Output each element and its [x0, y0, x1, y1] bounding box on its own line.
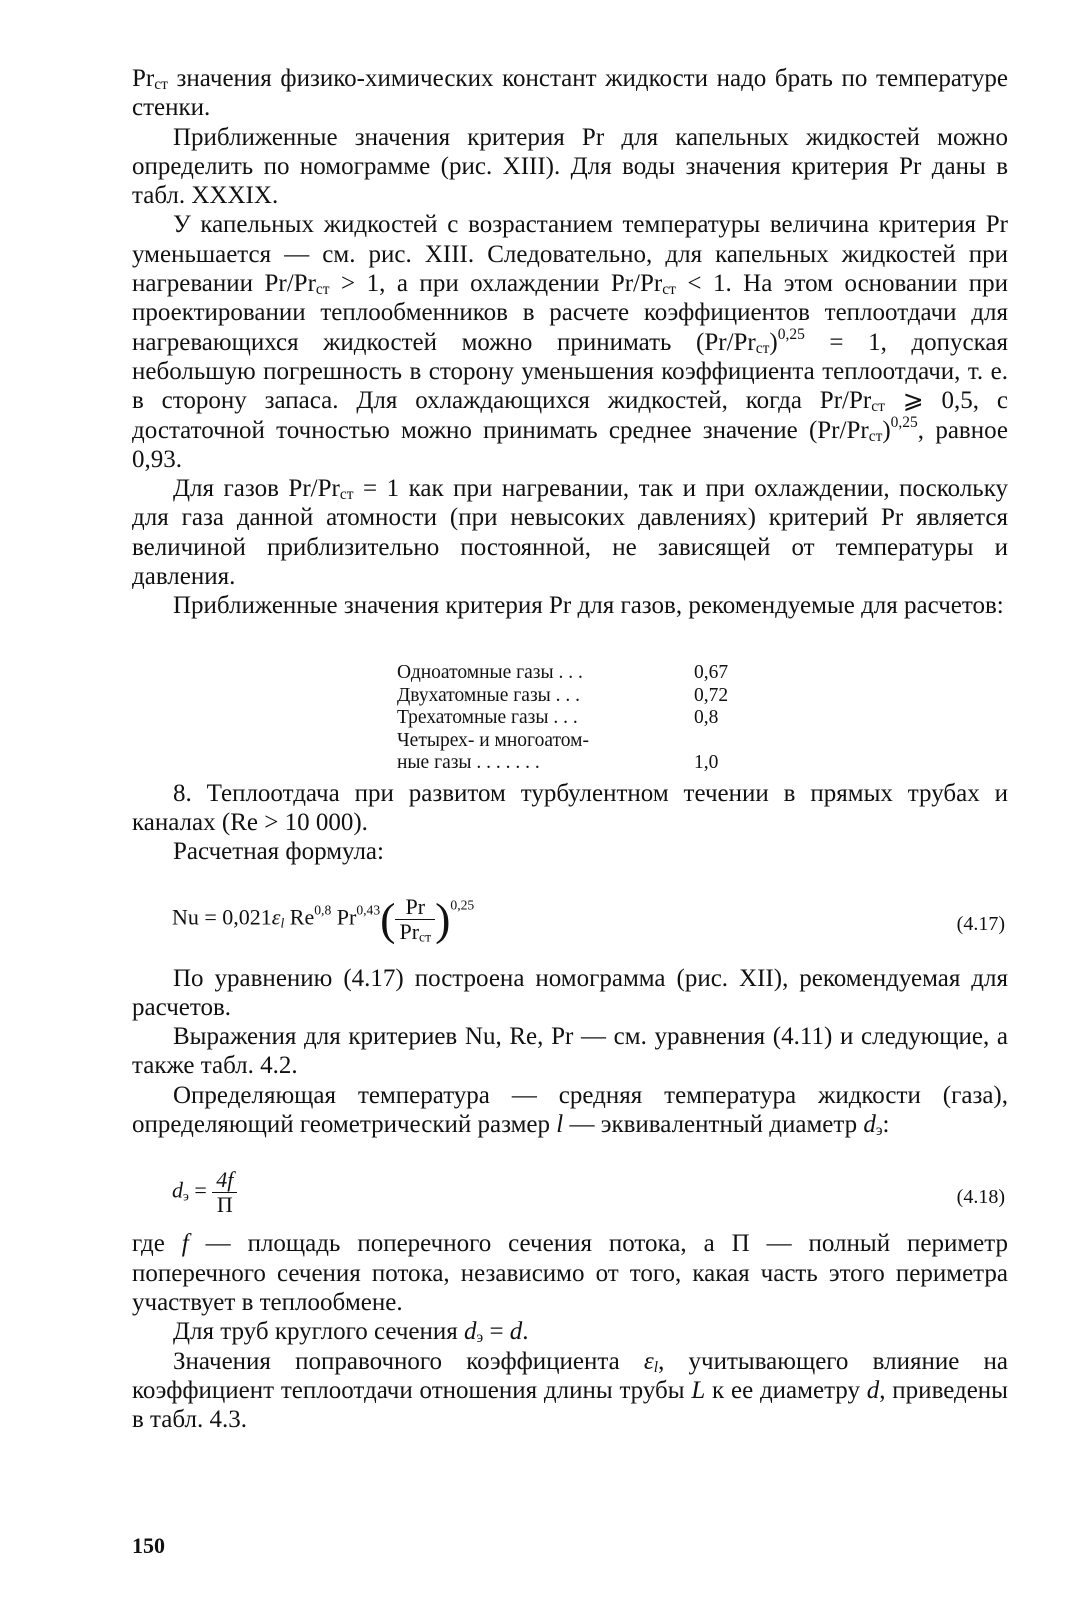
symbol: l	[556, 1111, 564, 1139]
numerator: 4f	[212, 1168, 237, 1193]
subscript: э	[476, 1329, 484, 1347]
text: = 1 как при нагревании, так и при охлаждении, поскольку для газа данной атомности (при невысоких давлениях) критерий Pr является величиной приблизительно постоянной, не зависящей от температуры и давления.	[132, 475, 1008, 591]
subscript: ст	[419, 929, 432, 945]
gas-name: Двухатомные газы . . .	[397, 684, 580, 706]
subscript: ст	[755, 339, 770, 357]
symbol: Nu = 0,021	[172, 904, 272, 930]
subscript: ст	[315, 281, 330, 299]
paragraph: Приближенные значения критерия Pr для капельных жидкостей можно определить по номограмме (рис. XIII). Для воды значения критерия Pr даны в табл. XXXIX.	[132, 123, 1008, 210]
symbol: d	[509, 1318, 523, 1346]
paragraph: Расчетная формула:	[173, 838, 384, 866]
symbol: L	[691, 1376, 706, 1404]
paragraph	[132, 64, 1008, 123]
table-row	[397, 685, 728, 708]
denominator	[395, 920, 435, 944]
text: .	[522, 1318, 529, 1346]
gas-value: 0,8	[694, 707, 719, 728]
text: ⩾ 0,5, с достаточной точностью можно принимать среднее значение (Pr/Pr	[132, 387, 1008, 444]
paragraph: По уравнению (4.17) построена номограмма (рис. XII), рекомендуемая для расчетов.	[132, 964, 1008, 1021]
paragraph	[132, 1347, 1008, 1435]
numerator: Pr	[395, 895, 435, 920]
symbol: Re	[289, 904, 315, 930]
superscript: 0,25	[890, 413, 918, 431]
subscript: l	[653, 1358, 659, 1376]
equation-number: (4.18)	[956, 1186, 1005, 1208]
table-row	[397, 707, 728, 730]
symbol: d	[866, 1376, 880, 1404]
subscript: ст	[871, 398, 885, 416]
symbol: d	[863, 1111, 876, 1139]
text: Для труб круглого сечения	[173, 1318, 465, 1346]
equation-4-18	[132, 1168, 1008, 1230]
paragraph	[132, 1317, 1008, 1346]
denominator: П	[216, 1192, 233, 1217]
superscript: 0,25	[450, 897, 475, 913]
text: :	[882, 1111, 890, 1139]
left-paren: (	[380, 893, 396, 945]
subscript: ст	[339, 486, 354, 504]
text: Значения поправочного коэффициента	[173, 1347, 644, 1375]
text: , учитывающего влияние на коэффициент теплоотдачи отношения длины трубы	[132, 1347, 1008, 1404]
symbol: d	[172, 1177, 183, 1203]
gas-name: ные газы . . . . . . .	[397, 752, 540, 773]
symbol: ε	[643, 1347, 654, 1375]
fraction	[212, 1168, 237, 1217]
text: , равное 0,93.	[132, 416, 1008, 473]
symbol: ε	[271, 904, 281, 930]
paragraph	[132, 1229, 1008, 1317]
text: < 1. На этом основании при проектировании теплообменников в расчете коэффициентов теплоотдачи для нагревающихся жидкостей можно принимать (Pr/Pr	[132, 270, 1008, 356]
symbol: Pr	[336, 904, 357, 930]
paragraph	[132, 1081, 1008, 1140]
gas-name: Одноатомные газы . . .	[397, 662, 583, 683]
paragraph	[132, 474, 1008, 591]
symbol: )	[769, 328, 778, 356]
subscript: э	[183, 1188, 189, 1204]
gas-pr-table	[397, 662, 728, 775]
formula	[172, 895, 474, 944]
symbol: Pr	[399, 919, 420, 944]
symbol: Pr	[132, 65, 155, 92]
symbol: )	[882, 416, 891, 444]
paragraph: Приближенные значения критерия Pr для газов, рекомендуемые для расчетов:	[173, 592, 1004, 620]
fraction	[395, 895, 435, 944]
text: > 1, а при охлаждении Pr/Pr	[329, 270, 663, 298]
equation-4-17	[132, 895, 1008, 957]
symbol: f	[181, 1230, 189, 1258]
symbol: d	[464, 1318, 477, 1346]
superscript: 0,25	[777, 325, 805, 343]
right-paren: )	[435, 893, 451, 945]
text: значения физико-химических констант жидкости надо брать по температуре стенки.	[132, 65, 1009, 122]
subscript: ст	[154, 76, 168, 94]
gas-value: 0,67	[694, 662, 729, 683]
superscript: 0,43	[356, 902, 381, 918]
text: = 1, допуская небольшую погрешность в сторону уменьшения коэффициента теплоотдачи, т. е. в сторону запаса. Для охлаждающихся жидкостей, когда Pr/Pr	[132, 328, 1008, 415]
subscript: ст	[868, 427, 883, 445]
table-row	[397, 662, 728, 685]
gas-name: Трехатомные газы . . .	[397, 707, 578, 728]
subscript: ст	[662, 281, 676, 299]
gas-name: Четырех- и многоатом-	[397, 729, 589, 751]
formula	[172, 1168, 237, 1217]
text: — площадь поперечного сечения потока, а П — полный периметр поперечного сечения потока, независимо от того, какая часть этого периметра участвует в теплообмене.	[132, 1230, 1009, 1316]
gas-value	[694, 730, 728, 753]
gas-value: 1,0	[694, 752, 719, 773]
text: где	[132, 1230, 182, 1258]
text: Определяющая температура — средняя температура жидкости (газа), определяющий геометрический размер	[132, 1081, 1008, 1139]
symbol: =	[194, 1177, 207, 1203]
paragraph	[132, 210, 1008, 474]
subscript: l	[280, 915, 285, 931]
superscript: 0,8	[314, 902, 332, 918]
equation-number: (4.17)	[956, 913, 1005, 935]
subscript: э	[875, 1122, 883, 1140]
text: У капельных жидкостей с возрастанием температуры величина критерия Pr уменьшается — см. рис. XIII. Следовательно, для капельных жидкостей при нагревании Pr/Pr	[132, 211, 1008, 298]
table-row	[397, 730, 728, 753]
text: , приведены в табл. 4.3.	[132, 1376, 1008, 1434]
section-heading: 8. Теплоотдача при развитом турбулентном течении в прямых трубах и каналах (Re > 10 000).	[132, 779, 1008, 836]
page-number: 150	[132, 1533, 165, 1558]
paragraph: Выражения для критериев Nu, Re, Pr — см. уравнения (4.11) и следующие, а также табл. 4.2.	[132, 1023, 1008, 1080]
text: — эквивалентный диаметр	[563, 1111, 864, 1139]
text: к ее диаметру	[705, 1376, 867, 1404]
text: Для газов Pr/Pr	[173, 475, 340, 503]
text: =	[483, 1318, 510, 1346]
gas-value: 0,72	[694, 684, 729, 706]
table-row	[397, 752, 728, 775]
